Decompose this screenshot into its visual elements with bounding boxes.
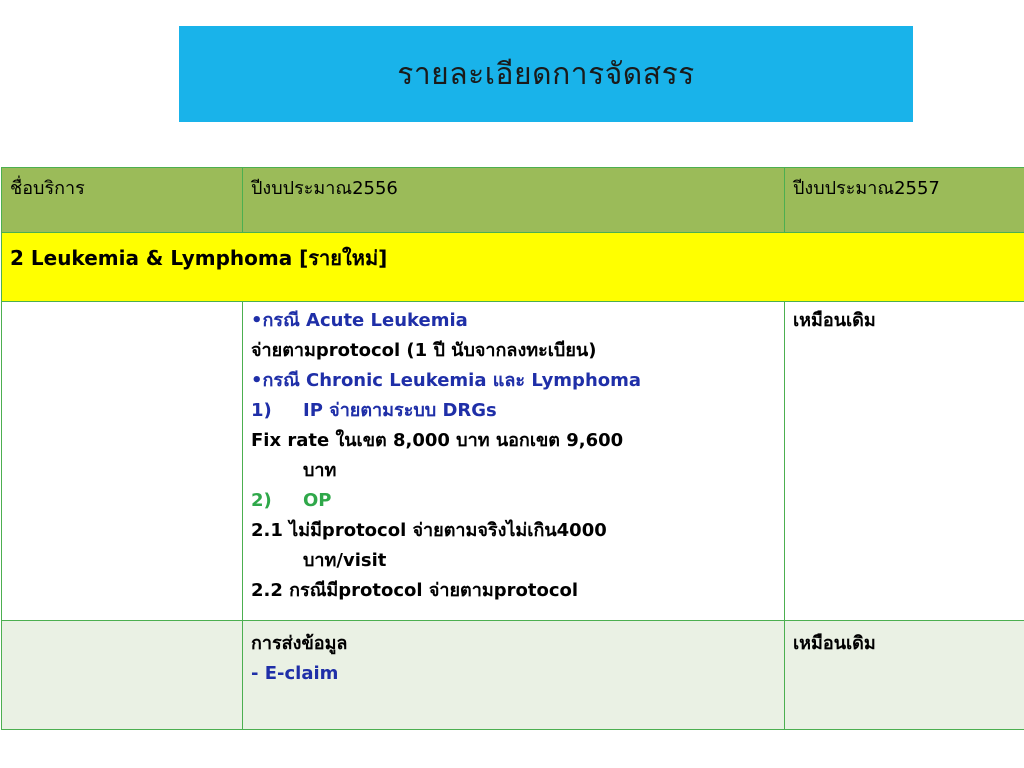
e-claim-line: - E-claim	[251, 663, 339, 684]
table-row	[2, 302, 1024, 621]
section-title: 2 Leukemia & Lymphoma [รายใหม่]	[2, 233, 1024, 302]
table-row	[2, 621, 1024, 730]
data-2556-cell	[243, 621, 785, 730]
no-protocol-line: 2.1 ไม่มีprotocol จ่ายตามจริงไม่เกิน4000	[251, 520, 607, 541]
section-row	[2, 233, 1024, 302]
ip-item	[251, 396, 776, 426]
header-service-name: ชื่อบริการ	[2, 168, 243, 233]
has-protocol-line: 2.2 กรณีมีprotocol จ่ายตามprotocol	[251, 580, 579, 601]
acute-leukemia-line: •กรณี Acute Leukemia	[251, 310, 468, 331]
fix-rate-line-cont: บาท	[303, 460, 337, 481]
ip-item-number: 1)	[251, 400, 272, 421]
no-protocol-line-cont: บาท/visit	[303, 550, 387, 571]
fix-rate-line: Fix rate ในเขต 8,000 บาท นอกเขต 9,600	[251, 430, 624, 451]
detail-2556-cell	[243, 302, 785, 621]
detail-2557-cell: เหมือนเดิม	[785, 302, 1024, 621]
header-fy-2557: ปีงบประมาณ2557	[785, 168, 1024, 233]
data-service-cell	[2, 621, 243, 730]
table-header-row	[2, 168, 1024, 233]
op-item-number: 2)	[251, 490, 272, 511]
allocation-table	[1, 167, 1024, 730]
detail-service-cell	[2, 302, 243, 621]
op-item-text: OP	[303, 490, 332, 511]
page-title: รายละเอียดการจัดสรร	[397, 56, 695, 92]
chronic-leukemia-line: •กรณี Chronic Leukemia และ Lymphoma	[251, 370, 642, 391]
data-2557-cell: เหมือนเดิม	[785, 621, 1024, 730]
protocol-payment-line: จ่ายตามprotocol (1 ปี นับจากลงทะเบียน)	[251, 340, 597, 361]
ip-item-text: IP จ่ายตามระบบ DRGs	[303, 400, 497, 421]
data-submission-line: การส่งข้อมูล	[251, 633, 348, 654]
op-item	[251, 486, 776, 516]
header-fy-2556: ปีงบประมาณ2556	[243, 168, 785, 233]
title-banner	[179, 26, 913, 122]
